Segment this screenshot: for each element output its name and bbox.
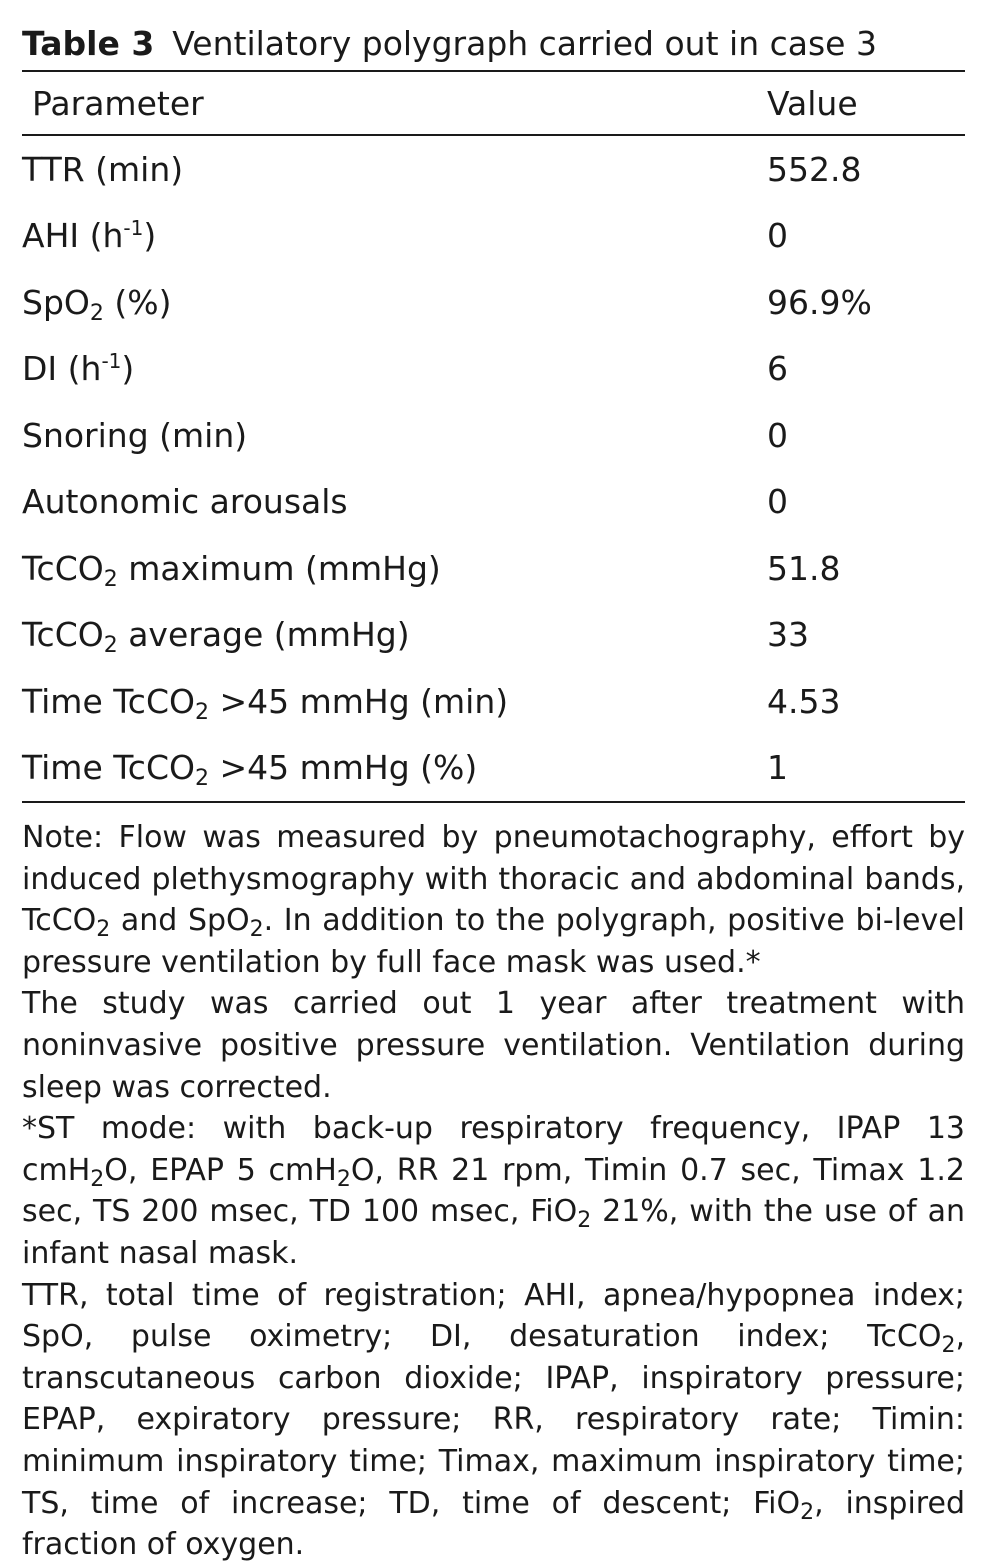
table-row — [22, 135, 965, 203]
value-cell: 0 — [767, 216, 788, 256]
table-title: Ventilatory polygraph carried out in case 3 — [172, 24, 877, 63]
table-row — [22, 535, 965, 602]
value-cell: 51.8 — [767, 548, 841, 588]
value-cell: 96.9% — [767, 282, 872, 322]
value-cell: 0 — [767, 482, 788, 522]
table-row — [22, 203, 965, 270]
value-cell: 1 — [767, 735, 965, 803]
value-cell: 0 — [767, 415, 788, 455]
table-row — [22, 402, 965, 469]
parameter-cell: DI $(h^{-1})$ — [22, 349, 135, 389]
parameter-cell: Autonomic arousals — [22, 482, 348, 522]
table-row — [22, 269, 965, 336]
data-table — [22, 72, 965, 803]
parameter-cell: TTR (min) — [22, 149, 184, 189]
table-row — [22, 336, 965, 403]
value-cell: 4.53 — [767, 681, 841, 721]
header-value: Value — [767, 72, 965, 135]
parameter-cell: TcCO$_2$ maximum (mmHg) — [22, 548, 441, 592]
table-header-row — [22, 72, 965, 135]
note-st-mode: *ST mode: with back-up respiratory frequency, IPAP 13 cmH$_2$O, EPAP 5 cmH$_2$O, RR 21 rpm, Timin 0.7 sec, Timax 1.2 sec, TS 200 msec, TD 100 msec, FiO$_2$ 21%, with the use of an infant nasal mask. — [22, 1111, 965, 1271]
table-row — [22, 469, 965, 536]
table-body — [22, 135, 965, 802]
table-caption — [22, 22, 965, 70]
table-label: Table 3 — [22, 24, 155, 63]
table-container — [22, 22, 965, 1566]
table-notes — [22, 817, 965, 1566]
value-cell: 552.8 — [767, 149, 862, 189]
parameter-cell: Time TcCO$_2$ >45 mmHg (min) — [22, 681, 509, 725]
parameter-cell: AHI $(h^{-1})$ — [22, 216, 157, 256]
note-methods: Note: Flow was measured by pneumotachography, effort by induced plethysmography with thoracic and abdominal bands, TcCO$_2$ and SpO$_2$. In addition to the polygraph, positive bi-level pressure ventilation by full face mask was used.* — [22, 820, 965, 980]
parameter-cell: Snoring (min) — [22, 415, 248, 455]
header-parameter: Parameter — [22, 72, 767, 135]
value-cell: 6 — [767, 349, 788, 389]
parameter-cell: Time TcCO$_2$ >45 mmHg (%) — [22, 735, 767, 803]
table-row — [22, 668, 965, 735]
note-abbreviations: TTR, total time of registration; AHI, apnea/hypopnea index; SpO, pulse oximetry; DI, desaturation index; TcCO$_2$, transcutaneous carbon dioxide; IPAP, inspiratory pressure; EPAP, expiratory pressure; RR, respiratory rate; Timin: minimum inspiratory time; Timax, maximum inspiratory time; TS, time of increase; TD, time of descent; FiO$_2$, inspired fraction of oxygen. — [22, 1277, 965, 1563]
table-row — [22, 602, 965, 669]
parameter-cell: TcCO$_2$ average (mmHg) — [22, 615, 410, 659]
table-row — [22, 735, 965, 803]
parameter-cell: SpO$_2$ (%) — [22, 282, 172, 326]
value-cell: 33 — [767, 615, 809, 655]
note-study: The study was carried out 1 year after treatment with noninvasive positive pressure ventilation. Ventilation during sleep was corrected. — [22, 986, 965, 1105]
